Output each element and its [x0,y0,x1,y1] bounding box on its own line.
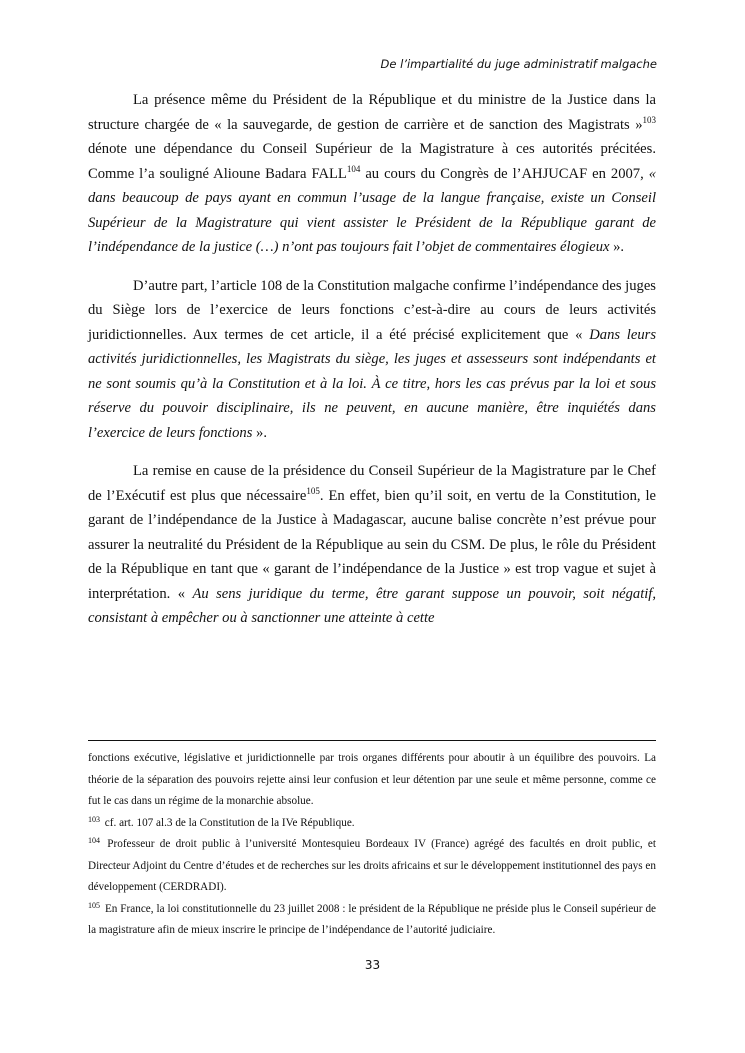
footnote-number: 103 [88,814,100,824]
footnote-text: En France, la loi constitutionnelle du 23 juillet 2008 : le président de la République ne préside plus le Conseil supérieur de la magistrature afin de mieux inscrire le principe de l’indépendance de l’autorité judiciaire. [88,902,656,936]
paragraph-1-text-c: au cours du Congrès de l’AHJUCAF en 2007, [360,165,649,182]
footnote-number: 104 [88,836,100,845]
paragraph-3-quote: Au sens juridique du terme, être garant suppose un pouvoir, soit négatif, consistant à empêcher ou à sanctionner une atteinte à cette [88,585,657,626]
paragraph-3-text-b: . En effet, bien qu’il soit, en vertu de la Constitution, le garant de l’indépendance de la Justice à Madagascar, aucune balise concrète n’est prévue pour assurer la neutralité du Président de la République au sein du CSM. De plus, le rôle du Président de la République en tant que « garant de l’indépendance de la Justice » est trop vague et sujet à interprétation. « [88,487,656,602]
footnote-ref-105[interactable]: 105 [306,485,320,496]
paragraph-1-end: ». [609,239,625,255]
page-number: 33 [364,958,381,972]
footnote-continued: fonctions exécutive, législative et juridictionnelle par trois organes différents pour aboutir à un équilibre des pouvoirs. La théorie de la séparation des pouvoirs rejette ainsi leur confusion et leur détention par une seule et même personne, comme ce fut le cas dans un régime de la monarchie absolue. [88,752,656,807]
paragraph-1-quote: « dans beaucoup de pays ayant en commun l’usage de la langue française, existe un Conseil Supérieur de la Magistrature qui vient assister le Président de la République garant de l’indépendance de la justice (…) n’ont pas toujours fait l’objet de commentaires élogieux [88,165,656,255]
footnote-104 [88,834,656,899]
paragraph-1 [88,88,656,260]
body-text [88,88,656,645]
footnote-ref-104[interactable]: 104 [346,163,361,174]
paragraph-2-quote: Dans leurs activités juridictionnelles, les Magistrats du siège, les juges et assesseurs sont indépendants et ne sont soumis qu’à la Constitution et à la loi. À ce titre, hors les cas prévus par la loi et sous réserve du pouvoir disciplinaire, ils ne peuvent, en aucune manière, être inquiétés dans l’exercice de leurs fonctions [88,326,656,441]
paragraph-3-text-a: La remise en cause de la présidence du Conseil Supérieur de la Magistrature par le Chef de l’Exécutif est plus que nécessaire [88,463,656,504]
footnote-separator [88,740,656,741]
paragraph-1-text-a: La présence même du Président de la République et du ministre de la Justice dans la structure chargée de « la sauvegarde, de gestion de carrière et de sanction des Magistrats » [88,92,656,133]
footnote-text: cf. art. 107 al.3 de la Constitution de la IVe République. [102,816,355,829]
footnote-105 [88,899,656,942]
footnotes [88,748,656,942]
running-header: De l’impartialité du juge administratif malgache [380,57,657,71]
footnote-ref-103[interactable]: 103 [642,114,656,125]
paragraph-2 [88,274,656,446]
footnote-number: 105 [88,900,100,910]
footnote-text: Professeur de droit public à l’université Montesquieu Bordeaux IV (France) agrégé des facultés en droit public, et Directeur Adjoint du Centre d’études et de recherches sur les droits africains et sur le développement institutionnel des pays en développement (CERDRADI). [88,838,656,893]
paragraph-3 [88,459,656,631]
paragraph-2-text-a: D’autre part, l’article 108 de la Constitution malgache confirme l’indépendance des juges du Siège lors de l’exercice de leurs fonctions c’est-à-dire au cours de leurs activités juridictionnelles. Aux termes de cet article, il a été précisé explicitement que « [88,277,656,343]
paragraph-2-end: ». [252,424,267,441]
paragraph-1-text-b: dénote une dépendance du Conseil Supérieur de la Magistrature à ces autorités précitées. Comme l’a souligné Alioune Badara FALL [88,141,656,182]
footnote-103 [88,813,656,835]
